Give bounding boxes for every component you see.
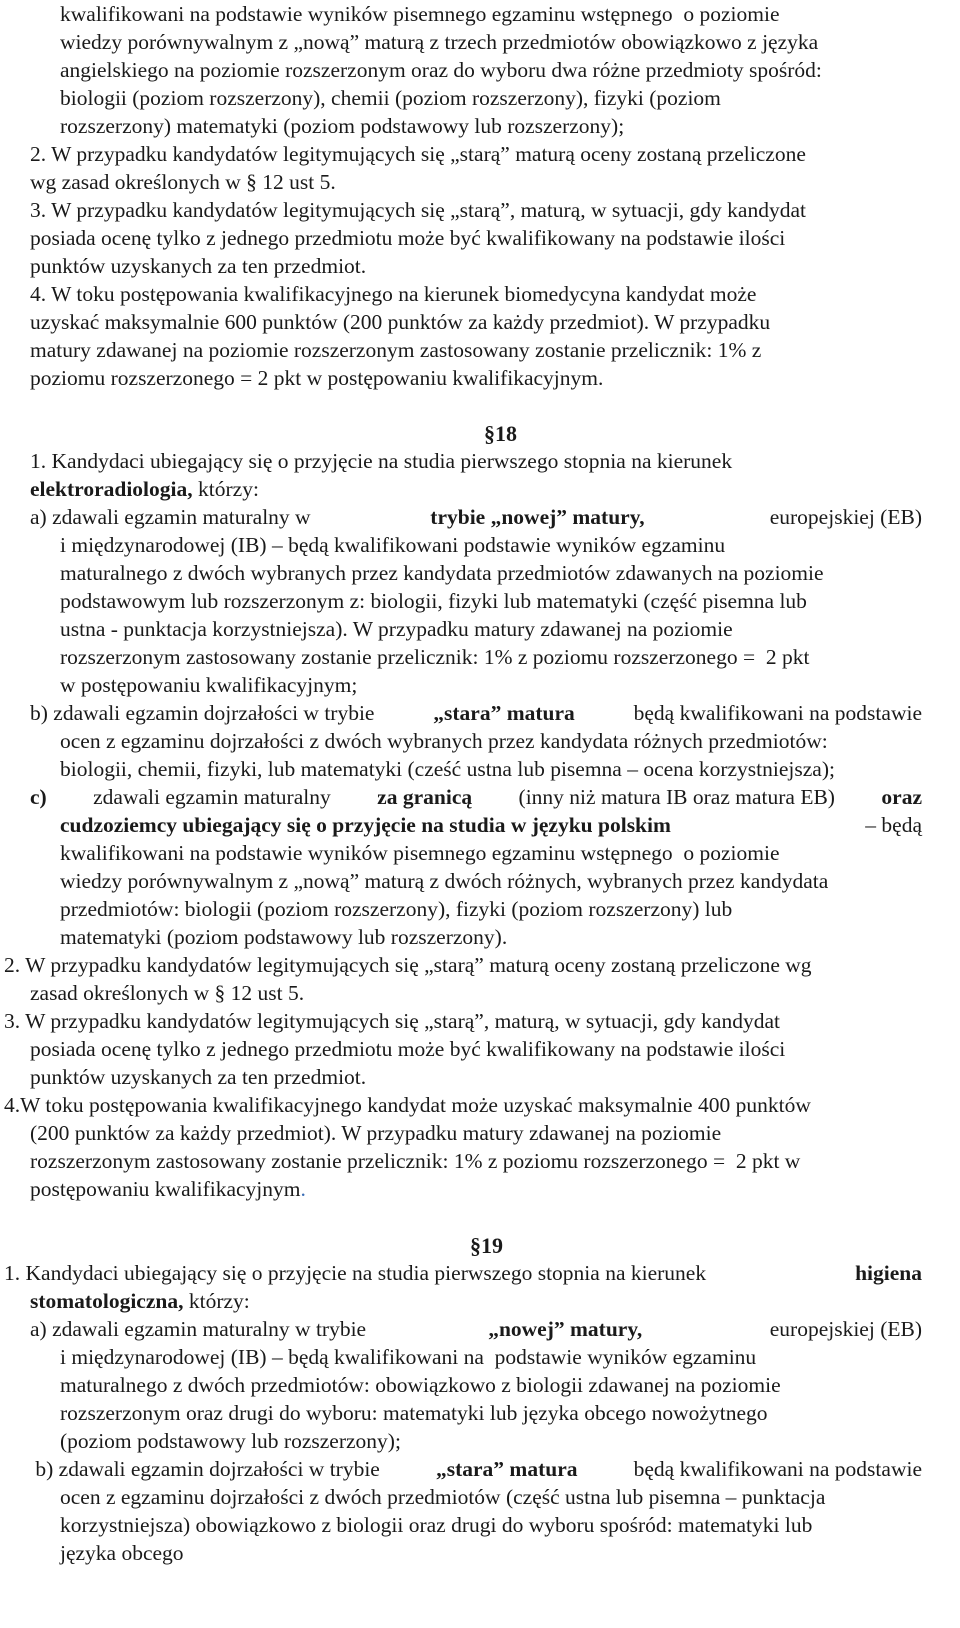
text-line: 1. Kandydaci ubiegający się o przyjęcie na studia pierwszego stopnia na kierunek	[30, 449, 733, 473]
text-line: podstawowym lub rozszerzonym z: biologii, fizyki lub matematyki (część pisemna lub	[60, 589, 807, 613]
text-line: posiada ocenę tylko z jednego przedmiotu może być kwalifikowany na podstawie ilości	[30, 1037, 786, 1061]
text-line: postępowaniu kwalifikacyjnym.	[30, 1177, 306, 1201]
text-line: i międzynarodowej (IB) – będą kwalifikowani na podstawie wyników egzaminu	[60, 1345, 757, 1369]
text-line: b) zdawali egzamin dojrzałości w trybie „stara” matura będą kwalifikowani na podstawie	[30, 1457, 922, 1481]
text-line: rozszerzonym oraz drugi do wyboru: matematyki lub języka obcego nowożytnego	[60, 1401, 768, 1425]
text-line: 4.W toku postępowania kwalifikacyjnego kandydat może uzyskać maksymalnie 400 punktów	[4, 1093, 811, 1117]
text-line: matematyki (poziom podstawowy lub rozszerzony).	[60, 925, 508, 949]
text-line: i międzynarodowej (IB) – będą kwalifikowani podstawie wyników egzaminu	[60, 533, 726, 557]
text-line: rozszerzonym zastosowany zostanie przelicznik: 1% z poziomu rozszerzonego = 2 pkt w	[30, 1149, 801, 1173]
text-line: matury zdawanej na poziomie rozszerzonym zastosowany zostanie przelicznik: 1% z	[30, 338, 762, 362]
text-line: 3. W przypadku kandydatów legitymujących się „starą”, maturą, w sytuacji, gdy kandydat	[30, 198, 806, 222]
text-line: angielskiego na poziomie rozszerzonym oraz do wyboru dwa różne przedmioty spośród:	[60, 58, 822, 82]
section-heading-18: §18	[484, 421, 517, 446]
text-line: wiedzy porównywalnym z „nową” maturą z dwóch różnych, wybranych przez kandydata	[60, 869, 829, 893]
text-line: posiada ocenę tylko z jednego przedmiotu może być kwalifikowany na podstawie ilości	[30, 226, 786, 250]
text-line: 2. W przypadku kandydatów legitymujących się „starą” maturą oceny zostaną przeliczone	[30, 142, 806, 166]
text-line: 2. W przypadku kandydatów legitymujących się „starą” maturą oceny zostaną przeliczone wg	[4, 953, 812, 977]
text-line: a) zdawali egzamin maturalny w trybie „nowej” matury, europejskiej (EB)	[30, 505, 922, 529]
text-line: stomatologiczna, którzy:	[30, 1289, 250, 1313]
text-line: cudzoziemcy ubiegający się o przyjęcie na studia w języku polskim – będą	[60, 813, 922, 837]
text-line: elektroradiologia, którzy:	[30, 477, 259, 501]
text-line: (poziom podstawowy lub rozszerzony);	[60, 1429, 401, 1453]
text-line: 3. W przypadku kandydatów legitymujących się „starą”, maturą, w sytuacji, gdy kandydat	[4, 1009, 780, 1033]
text-line: b) zdawali egzamin dojrzałości w trybie „stara” matura będą kwalifikowani na podstawie	[30, 701, 922, 725]
text-line: maturalnego z dwóch wybranych przez kandydata przedmiotów zdawanych na poziomie	[60, 561, 824, 585]
text-line: ocen z egzaminu dojrzałości z dwóch przedmiotów (część ustna lub pisemna – punktacja	[60, 1485, 826, 1509]
text-line: punktów uzyskanych za ten przedmiot.	[30, 1065, 367, 1089]
text-line: w postępowaniu kwalifikacyjnym;	[60, 673, 358, 697]
text-line: ustna - punktacja korzystniejsza). W przypadku matury zdawanej na poziomie	[60, 617, 733, 641]
text-line: maturalnego z dwóch przedmiotów: obowiązkowo z biologii zdawanej na poziomie	[60, 1373, 781, 1397]
text-line: kwalifikowani na podstawie wyników pisemnego egzaminu wstępnego o poziomie	[60, 841, 780, 865]
section-heading-19: §19	[470, 1233, 503, 1258]
text-line: wg zasad określonych w § 12 ust 5.	[30, 170, 336, 194]
text-line: biologii (poziom rozszerzony), chemii (poziom rozszerzony), fizyki (poziom	[60, 86, 721, 110]
text-line: zasad określonych w § 12 ust 5.	[30, 981, 305, 1005]
text-line: przedmiotów: biologii (poziom rozszerzony), fizyki (poziom rozszerzony) lub	[60, 897, 733, 921]
text-line: rozszerzonym zastosowany zostanie przelicznik: 1% z poziomu rozszerzonego = 2 pkt	[60, 645, 810, 669]
text-line: kwalifikowani na podstawie wyników pisemnego egzaminu wstępnego o poziomie	[60, 2, 780, 26]
text-line: korzystniejsza) obowiązkowo z biologii oraz drugi do wyboru spośród: matematyki lub	[60, 1513, 813, 1537]
text-line: wiedzy porównywalnym z „nową” maturą z trzech przedmiotów obowiązkowo z języka	[60, 30, 819, 54]
text-line: biologii, chemii, fizyki, lub matematyki (cześć ustna lub pisemna – ocena korzystniejsza);	[60, 757, 835, 781]
text-line: uzyskać maksymalnie 600 punktów (200 punktów za każdy przedmiot). W przypadku	[30, 310, 771, 334]
text-line: 4. W toku postępowania kwalifikacyjnego na kierunek biomedycyna kandydat może	[30, 282, 757, 306]
text-line: rozszerzony) matematyki (poziom podstawowy lub rozszerzony);	[60, 114, 625, 138]
text-line: 1. Kandydaci ubiegający się o przyjęcie na studia pierwszego stopnia na kierunek higiena	[4, 1261, 922, 1285]
text-line: języka obcego	[60, 1541, 184, 1565]
text-line: ocen z egzaminu dojrzałości z dwóch wybranych przez kandydata różnych przedmiotów:	[60, 729, 828, 753]
text-line: poziomu rozszerzonego = 2 pkt w postępowaniu kwalifikacyjnym.	[30, 366, 604, 390]
text-line: (200 punktów za każdy przedmiot). W przypadku matury zdawanej na poziomie	[30, 1121, 722, 1145]
text-line: punktów uzyskanych za ten przedmiot.	[30, 254, 367, 278]
text-line: a) zdawali egzamin maturalny w trybie „nowej” matury, europejskiej (EB)	[30, 1317, 922, 1341]
text-line: c) zdawali egzamin maturalny za granicą (inny niż matura IB oraz matura EB) oraz	[30, 785, 922, 809]
